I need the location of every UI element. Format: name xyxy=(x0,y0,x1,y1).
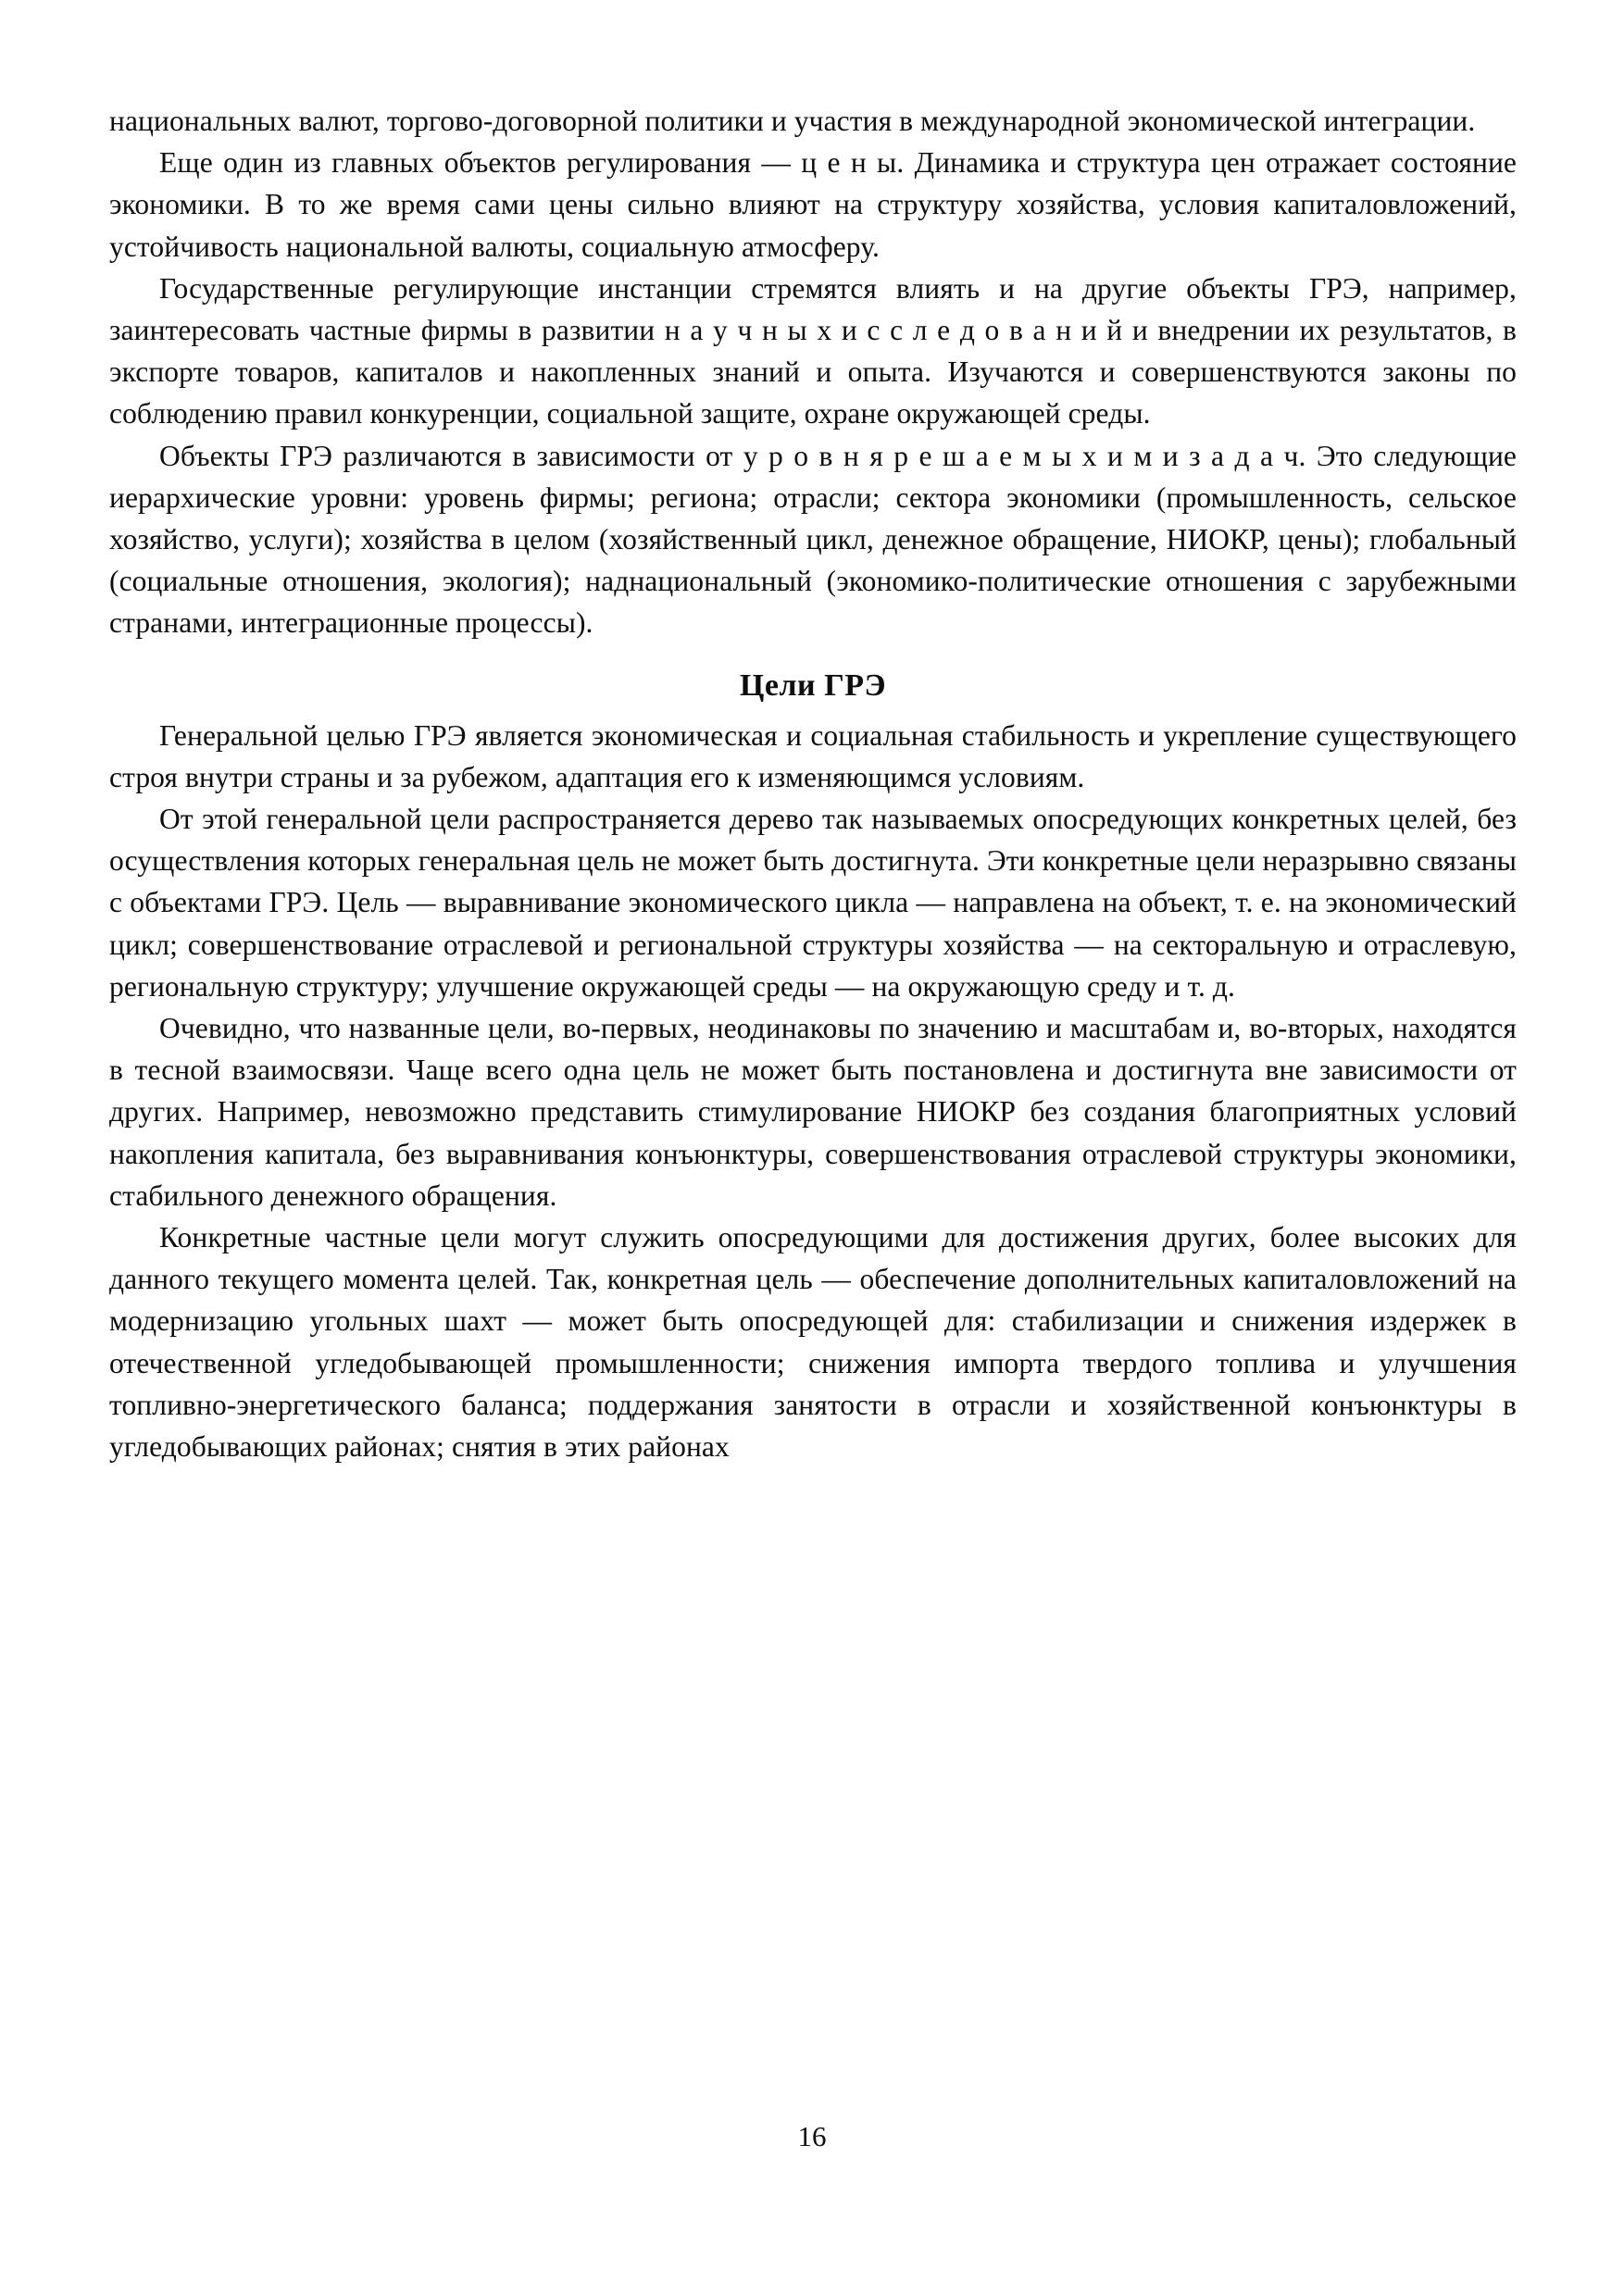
section-heading: Цели ГРЭ xyxy=(739,667,887,703)
paragraph-1: национальных валют, торгово-договорной политики и участия в международной экономической интеграции. xyxy=(109,105,1476,137)
paragraph-2: Еще один из главных объектов регулирования — ц е н ы. Динамика и структура цен отражает состояние экономики. В то же время сами цены сильно влияют на структуру хозяйства, условия капиталовложений, устойчивость национальной валюты, социальную атмосферу. xyxy=(109,146,1517,263)
paragraph-5: Генеральной целью ГРЭ является экономическая и социальная стабильность и укрепление существующего строя внутри страны и за рубежом, адаптация его к изменяющимся условиям. xyxy=(109,718,1517,793)
paragraph-3: Государственные регулирующие инстанции стремятся влиять и на другие объекты ГРЭ, например, заинтересовать частные фирмы в развитии н а у ч н ы х и с с л е д о в а н и й и внедрении их результатов, в экспорте товаров, капиталов и накопленных знаний и опыта. Изучаются и совершенствуются законы по соблюдению правил конкуренции, социальной защите, охране окружающей среды. xyxy=(109,271,1517,430)
page-body-text xyxy=(109,100,1517,1467)
paragraph-7: Очевидно, что названные цели, во-первых, неодинаковы по значению и масштабам и, во-вторых, находятся в тесной взаимосвязи. Чаще всего одна цель не может быть постановлена и достигнута вне зависимости от других. Например, невозможно представить стимулирование НИОКР без создания благоприятных условий накопления капитала, без выравнивания конъюнктуры, совершенствования отраслевой структуры экономики, стабильного денежного обращения. xyxy=(109,1012,1517,1212)
paragraph-6: От этой генеральной цели распространяется дерево так называемых опосредующих конкретных целей, без осуществления которых генеральная цель не может быть достигнута. Эти конкретные цели неразрывно связаны с объектами ГРЭ. Цель — выравнивание экономического цикла — направлена на объект, т. е. на экономический цикл; совершенствование отраслевой и региональной структуры хозяйства — на секторальную и отраслевую, региональную структуру; улучшение окружающей среды — на окружающую среду и т. д. xyxy=(109,803,1517,1003)
paragraph-4: Объекты ГРЭ различаются в зависимости от у р о в н я р е ш а е м ы х и м и з а д а ч. Это следующие иерархические уровни: уровень фирмы; региона; отрасли; сектора экономики (промышленность, сельское хозяйство, услуги); хозяйства в целом (хозяйственный цикл, денежное обращение, НИОКР, цены); глобальный (социальные отношения, экология); наднациональный (экономико-политические отношения с зарубежными странами, интеграционные процессы). xyxy=(109,439,1517,640)
paragraph-8: Конкретные частные цели могут служить опосредующими для достижения других, более высоких для данного текущего момента целей. Так, конкретная цель — обеспечение дополнительных капиталовложений на модернизацию угольных шахт — может быть опосредующей для: стабилизации и снижения издержек в отечественной угледобывающей промышленности; снижения импорта твердого топлива и улучшения топливно-энергетического баланса; поддержания занятости в отрасли и хозяйственной конъюнктуры в угледобывающих районах; снятия в этих районах xyxy=(109,1221,1517,1464)
page-number: 16 xyxy=(797,2120,827,2152)
